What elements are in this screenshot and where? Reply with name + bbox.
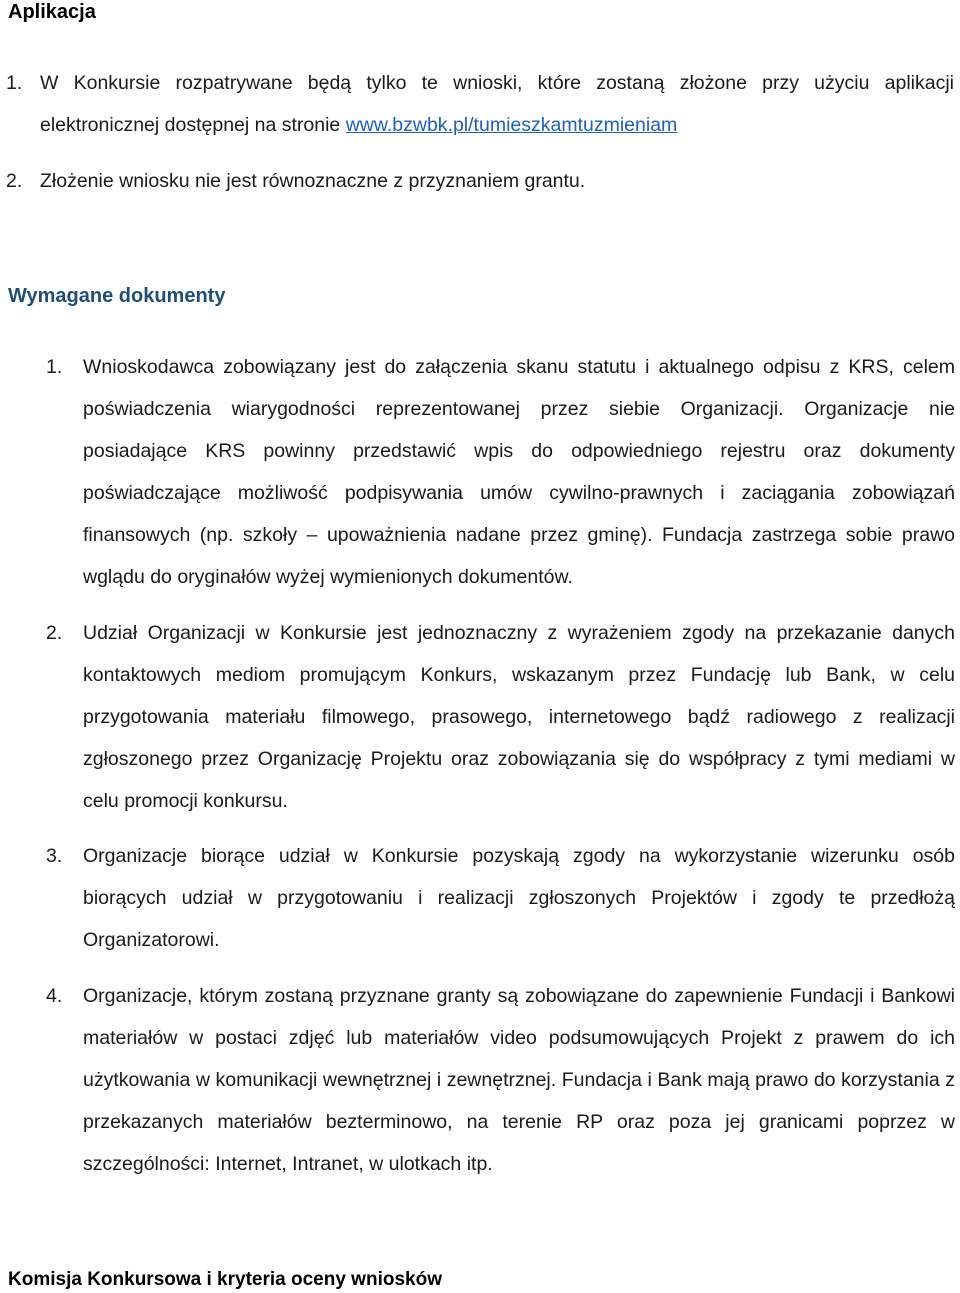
list-number: 2. bbox=[6, 170, 23, 192]
list-text: Wnioskodawca zobowiązany jest do załączenia skanu statutu i aktualnego odpisu z KRS, celem poświadczenia wiarygodności reprezentowanej przez siebie Organizacji. Organizacje nie posiadające KRS powinny przedstawić wpis do odpowiedniego rejestru oraz dokumenty poświadczające możliwość podpisywania umów cywilno-prawnych i zaciągania zobowiązań finansowych (np. szkoły – upoważnienia nadane przez gminę). Fundacja zastrzega sobie prawo wglądu do oryginałów wyżej wymienionych dokumentów. bbox=[83, 356, 955, 588]
list-number: 1. bbox=[6, 72, 23, 94]
list-number: 2. bbox=[46, 622, 63, 644]
section-heading-committee: Komisja Konkursowa i kryteria oceny wniosków bbox=[8, 1269, 442, 1290]
list-number: 1. bbox=[46, 356, 63, 378]
list-item bbox=[0, 62, 960, 146]
website-link[interactable]: www.bzwbk.pl/tumieszkamtuzmieniam bbox=[345, 114, 678, 136]
page-title: Aplikacja bbox=[8, 1, 96, 23]
list-text-body: W Konkursie rozpatrywane będą tylko te wnioski, które zostaną złożone przy użyciu aplikacji elektronicznej dostępnej na stronie bbox=[40, 72, 954, 136]
list-text: Złożenie wniosku nie jest równoznaczne z przyznaniem grantu. bbox=[40, 170, 586, 192]
list-item bbox=[0, 160, 960, 202]
list-text: Organizacje, którym zostaną przyznane granty są zobowiązane do zapewnienie Fundacji i Bankowi materiałów w postaci zdjęć lub materiałów video podsumowujących Projekt z prawem do ich użytkowania w komunikacji wewnętrznej i zewnętrznej. Fundacja i Bank mają prawo do korzystania z przekazanych materiałów bezterminowo, na terenie RP oraz poza jej granicami poprzez w szczególności: Internet, Intranet, w ulotkach itp. bbox=[83, 985, 955, 1175]
list-number: 4. bbox=[46, 985, 63, 1007]
section-heading-documents: Wymagane dokumenty bbox=[8, 285, 226, 307]
list-number: 3. bbox=[46, 845, 63, 867]
list-text bbox=[40, 62, 954, 146]
list-text: Udział Organizacji w Konkursie jest jednoznaczny z wyrażeniem zgody na przekazanie danych kontaktowych mediom promującym Konkurs, wskazanym przez Fundację lub Bank, w celu przygotowania materiału filmowego, prasowego, internetowego bądź radiowego z realizacji zgłoszonego przez Organizację Projektu oraz zobowiązania się do współpracy z tymi mediami w celu promocji konkursu. bbox=[83, 622, 955, 812]
list-text: Organizacje biorące udział w Konkursie pozyskają zgody na wykorzystanie wizerunku osób biorących udział w przygotowaniu i realizacji zgłoszonych Projektów i zgody te przedłożą Organizatorowi. bbox=[83, 845, 955, 951]
